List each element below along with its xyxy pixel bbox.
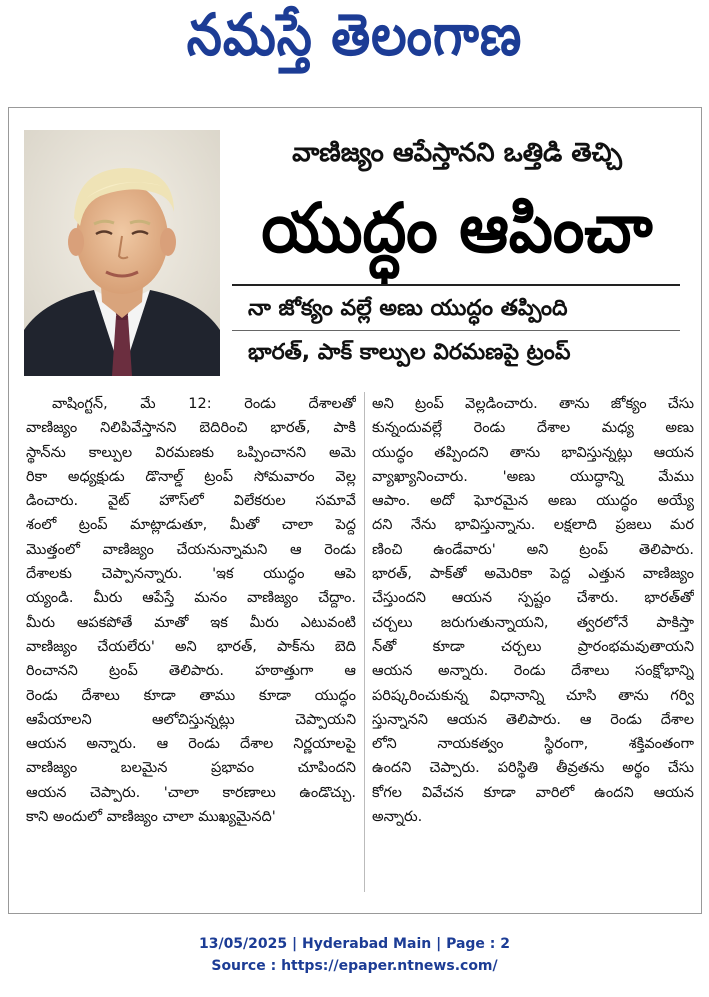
body-line: భారత్, పాక్‌తో అమెరికా పెద్ద ఎత్తున వాణిజ్యం [372, 566, 694, 583]
body-line: స్తున్నానని ఆయన తెలిపారు. ఆ రెండు దేశాల [372, 711, 694, 728]
article-photo [24, 130, 220, 376]
body-line: శంలో ట్రంప్ మాట్లాడుతూ, మీతో చాలా పెద్ద [26, 517, 356, 534]
article-body-right [372, 392, 694, 829]
body-line: వ్యాఖ్యానించారు. 'అణు యుద్ధాన్ని మేము [372, 468, 694, 485]
body-line: ణించి ఉండేవారు' అని ట్రంప్ తెలిపారు. [372, 541, 694, 558]
footer-source-link[interactable]: Source : https://epaper.ntnews.com/ [211, 958, 498, 974]
body-line: వాషింగ్టన్, మే 12: రెండు దేశాలతో [52, 396, 356, 412]
page-footer [0, 933, 709, 977]
body-line: దేశాలకు చెప్పానన్నారు. 'ఇక యుద్ధం ఆపె [26, 566, 356, 583]
body-line: యుద్ధం తప్పిందని తాను భావిస్తున్నట్లు ఆయన [372, 444, 694, 461]
body-line: ఆపాం. అదో ఘోరమైన అణు యుద్ధం అయ్యే [372, 493, 694, 510]
body-line: కాని అందులో వాణిజ్యం చాలా ముఖ్యమైనది' [26, 809, 276, 826]
body-line: కున్నందువల్లే రెండు దేశాల మధ్య అణు [372, 420, 694, 437]
body-line: స్థాన్‌ను కాల్పుల విరమణకు ఒప్పించానని అమె [26, 444, 356, 461]
body-line: చేస్తుందని ఆయన స్పష్టం చేశారు. భారత్‌తో [372, 590, 694, 607]
masthead-title: నమస్తే తెలంగాణ [186, 1, 523, 68]
body-line: ఆయన అన్నారు. ఆ రెండు దేశాల నిర్ణయాలపై [26, 736, 356, 753]
body-line: లోని నాయకత్వం స్థిరంగా, శక్తివంతంగా [372, 736, 694, 753]
footer-edition-info: 13/05/2025 | Hyderabad Main | Page : 2 [198, 936, 511, 952]
body-line: రించానని ట్రంప్ తెలిపారు. హఠాత్తుగా ఆ [26, 663, 356, 680]
article-kicker: వాణిజ్యం ఆపేస్తానని ఒత్తిడి తెచ్చి [292, 138, 622, 168]
article-subheadline-2: భారత్, పాక్ కాల్పుల విరమణపై ట్రంప్ [248, 340, 571, 365]
body-line: న్‌తో కూడా చర్చలు ప్రారంభమవుతాయని [372, 638, 694, 655]
body-line: అన్నారు. [372, 809, 423, 826]
body-line: అని ట్రంప్ వెల్లడించారు. తాను జోక్యం చేసు [372, 396, 694, 412]
divider-rule [232, 284, 680, 286]
body-line: డించారు. వైట్ హౌస్‌లో విలేకరుల సమావే [26, 493, 356, 510]
article-headline: యుద్ధం ఆపించా [261, 187, 653, 268]
body-line: చర్చలు జరుగుతున్నాయని, త్వరలోనే పాకిస్తా [372, 614, 694, 631]
body-line: మీరు ఆపకపోతే మాతో ఇక మీరు ఎటువంటి [26, 614, 356, 631]
body-line: కోగల వివేచన కూడా వారిలో ఉందని ఆయన [372, 784, 694, 801]
portrait-image [24, 130, 220, 376]
body-line: మొత్తంలో వాణిజ్యం చేయనున్నామని ఆ రెండు [26, 541, 356, 558]
body-line: వాణిజ్యం చేయలేరు' అని భారత్, పాక్‌ను బెది [26, 638, 356, 655]
body-line: దని నేను భావిస్తున్నాను. లక్షలాది ప్రజలు మర [372, 517, 694, 534]
divider-rule [232, 330, 680, 331]
article-subheadline-1: నా జోక్యం వల్లే అణు యుద్ధం తప్పింది [248, 296, 568, 321]
body-line: య్యండి. మీరు ఆపేస్తే మనం వాణిజ్యం చేద్దాం. [26, 590, 356, 607]
body-line: ఆయన అన్నారు. రెండు దేశాలు సంక్షోభాన్ని [372, 663, 694, 680]
body-line: ఉందని చెప్పారు. పరిస్థితి తీవ్రతను అర్థం చేసు [372, 760, 694, 777]
body-line: ఆయన చెప్పారు. 'చాలా కారణాలు ఉండొచ్చు. [26, 784, 356, 801]
article-body-left [26, 392, 356, 829]
column-divider [364, 392, 365, 892]
body-line: రెండు దేశాలు కూడా తాము కూడా యుద్ధం [26, 687, 356, 704]
body-line: వాణిజ్యం బలమైన ప్రభావం చూపిందని [26, 760, 356, 777]
body-line: ఆపేయాలని ఆలోచిస్తున్నట్లు చెప్పాయని [26, 711, 356, 728]
body-line: పరిష్కరించుకున్న విధానాన్ని చూసి తాను గర్వి [372, 687, 694, 704]
masthead [0, 1, 709, 78]
body-line: వాణిజ్యం నిలిపివేస్తానని బెదిరించి భారత్, పాకి [26, 420, 356, 437]
body-line: రికా అధ్యక్షుడు డొనాల్డ్ ట్రంప్ సోమవారం వెల్ల [26, 468, 356, 485]
